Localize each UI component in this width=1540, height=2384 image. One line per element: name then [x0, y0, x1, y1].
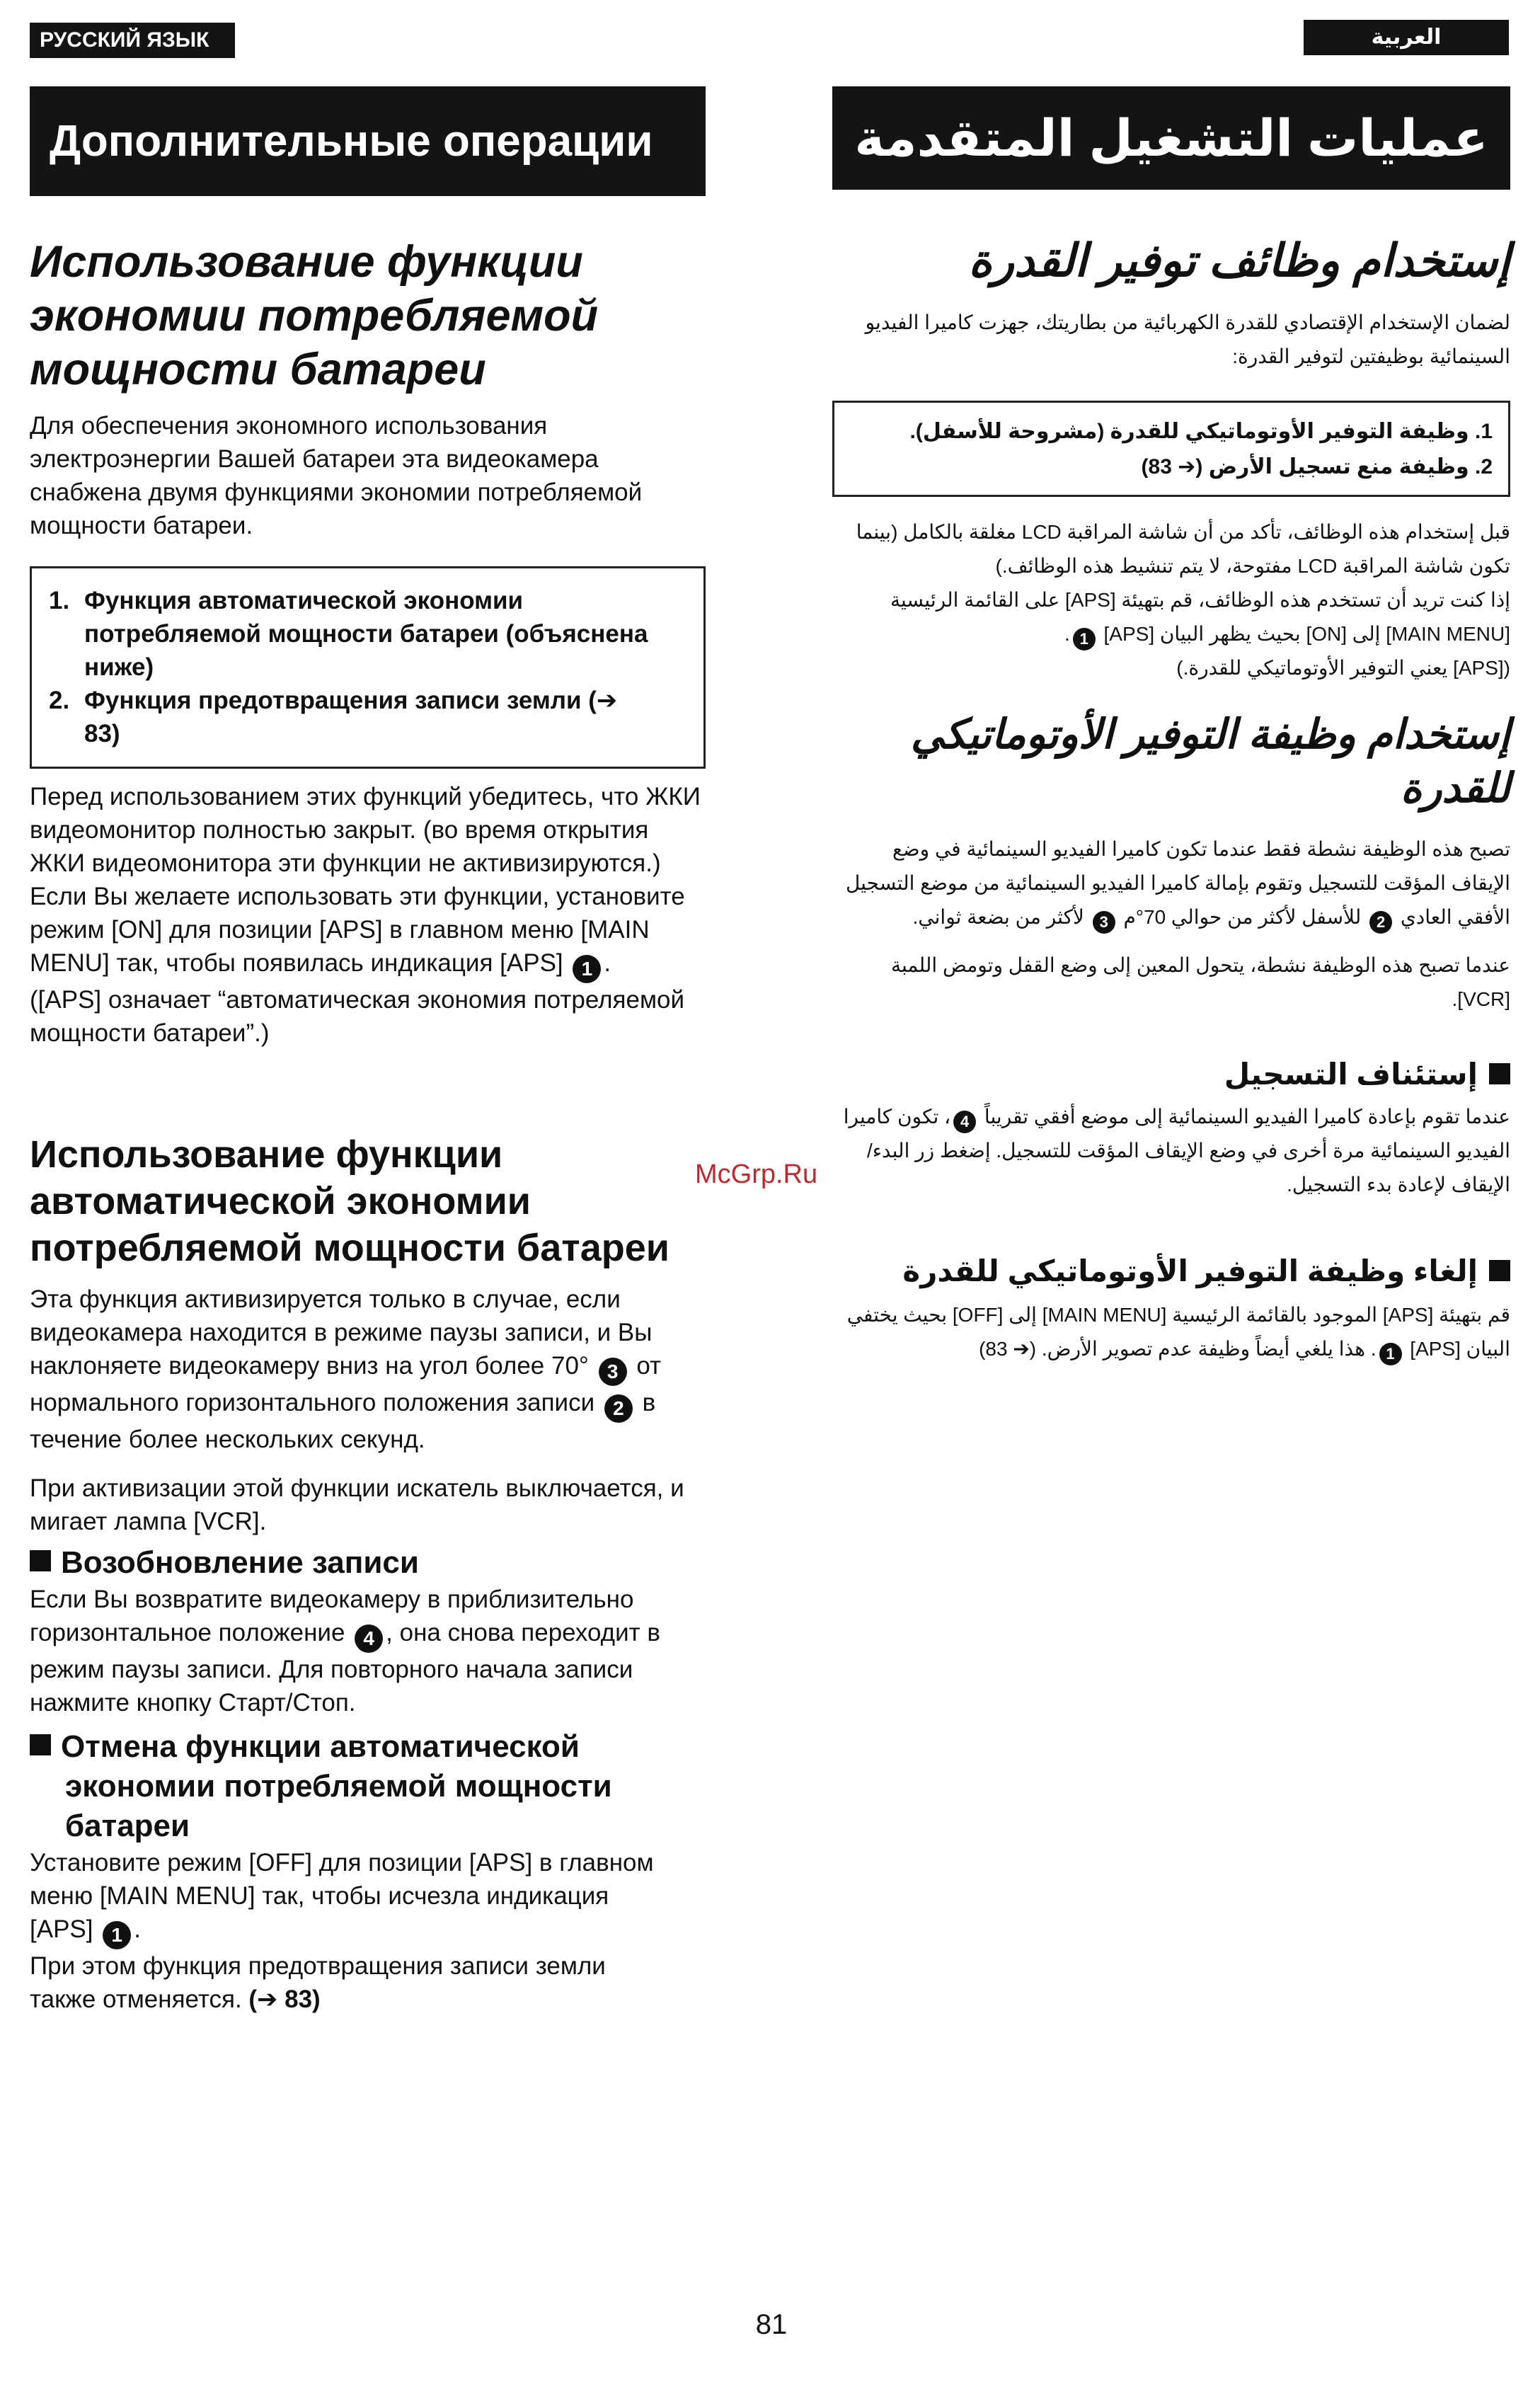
text: от нормального горизонтального положения записи [30, 1352, 662, 1416]
ar-function-item: 2. وظيفة منع تسجيل الأرض (➔ 83) [1141, 455, 1493, 478]
ar-section-heading: إستخدام وظيفة التوفير الأوتوماتيكي للقدرة [910, 711, 1510, 811]
ar-title-block [832, 231, 1510, 290]
ar-function-box [832, 401, 1510, 497]
ru-para-activate [30, 1283, 706, 1456]
ar-body-2 [832, 832, 1510, 1016]
ru-resume-block [30, 1543, 706, 1719]
section-banner-arabic [832, 86, 1510, 190]
marker-4-icon: 4 [953, 1111, 976, 1133]
marker-1-icon: 1 [1073, 628, 1096, 651]
ru-para-resume [30, 1583, 706, 1719]
item-number: 2. [49, 687, 70, 714]
ar-section-auto [832, 708, 1510, 815]
heading-text: إلغاء وظيفة التوفير الأوتوماتيكي للقدرة [902, 1254, 1478, 1288]
marker-2-icon: 2 [604, 1394, 633, 1423]
square-bullet-icon [1489, 1063, 1510, 1084]
text: إذا كنت تريد أن تستخدم هذه الوظائف، قم بتهيئة [APS] على القائمة الرئيسية [MAIN MENU] إلى [ON] بحيث يظهر البيان [APS] [890, 589, 1510, 645]
square-bullet-icon [30, 1734, 51, 1755]
text: . [1064, 623, 1070, 645]
banner-title: عمليات التشغيل المتقدمة [854, 110, 1488, 167]
square-bullet-icon [30, 1550, 51, 1571]
text: قم بتهيئة [APS] الموجود بالقائمة الرئيسية [MAIN MENU] إلى [OFF] بحيث يختفي البيان [APS] [846, 1304, 1510, 1360]
text: عندما تقوم بإعادة كاميرا الفيديو السينمائية إلى موضع أفقي تقريباً [979, 1106, 1510, 1128]
ru-body-2 [30, 1283, 706, 1538]
marker-1-icon: 1 [1379, 1343, 1402, 1365]
ru-section-heading: Использование функции автоматической экономии потребляемой мощности батареи [30, 1133, 670, 1269]
heading-text: Отмена функции автоматической экономии потребляемой мощности батареи [61, 1729, 612, 1843]
ar-para-activate [832, 832, 1510, 934]
page-reference: (➔ 83) [248, 1985, 321, 2013]
ru-body-1 [30, 780, 706, 1050]
ru-intro [30, 409, 706, 542]
text: в течение более нескольких секунд. [30, 1389, 656, 1453]
ar-function-item: 1. وظيفة التوفير الأوتوماتيكي للقدرة (مشروحة للأسفل). [909, 420, 1493, 443]
marker-1-icon: 1 [573, 955, 601, 983]
item-text: Функция автоматической экономии потребляемой мощности батареи (объяснена ниже) [84, 587, 648, 681]
text: . هذا يلغي أيضاً وظيفة عدم تصوير الأرض. (➔ 83) [979, 1338, 1377, 1360]
banner-title: Дополнительные операции [50, 117, 653, 166]
ru-section-auto [30, 1131, 706, 1271]
text: . [134, 1915, 141, 1943]
ru-resume-heading [30, 1543, 706, 1583]
marker-2-icon: 2 [1369, 911, 1392, 934]
ru-title-block [30, 235, 706, 396]
language-tag-russian: РУССКИЙ ЯЗЫК [30, 23, 235, 58]
ar-intro [832, 306, 1510, 374]
section-banner-russian [30, 86, 706, 196]
text: Если Вы желаете использовать эти функции, установите режим [ON] для позиции [APS] в главном меню [MAIN MENU] так, чтобы появилась индикация [APS] [30, 883, 685, 977]
watermark-text: McGrp.Ru [695, 1159, 818, 1189]
ru-function-box [30, 566, 706, 769]
ru-page-title: Использование функции экономии потребляемой мощности батареи [30, 237, 599, 394]
text: , она снова переходит в режим паузы записи. Для повторного начала записи нажмите кнопку Старт/Стоп. [30, 1619, 660, 1717]
ru-para-cancel [30, 1846, 667, 1949]
ar-cancel-block [832, 1250, 1510, 1366]
ru-para-before: Перед использованием этих функций убедитесь, что ЖКИ видеомонитор полностью закрыт. (во время открытия ЖКИ видеомонитора эти функции не активизируются.) [30, 783, 701, 877]
ru-para-meaning: ([APS] означает “автоматическая экономия потреляемой мощности батареи”.) [30, 986, 685, 1047]
text: لأكثر من بضعة ثواني. [912, 906, 1090, 928]
ar-resume-block [832, 1053, 1510, 1202]
ru-para-cancel-ground [30, 1949, 667, 2016]
marker-3-icon: 3 [1093, 911, 1115, 934]
text: ، تكون كاميرا الفيديو السينمائية مرة أخرى في وضع الإيقاف المؤقت للتسجيل. إضغط زر البدء/الإيقاف لإعادة بدء التسجيل. [843, 1106, 1510, 1196]
text: للأسفل لأكثر من حوالي 70°م [1117, 906, 1367, 928]
ru-function-item [49, 584, 686, 684]
heading-text: Возобновление записи [61, 1545, 419, 1580]
heading-text: إستئناف التسجيل [1224, 1058, 1478, 1091]
ar-para-cancel [832, 1298, 1510, 1366]
marker-1-icon: 1 [103, 1921, 131, 1949]
marker-3-icon: 3 [599, 1358, 627, 1386]
text: . [604, 949, 611, 977]
ru-cancel-block [30, 1727, 706, 2016]
ar-para-viewfinder: عندما تصبح هذه الوظيفة نشطة، يتحول المعين إلى وضع القفل وتومض اللمبة [VCR]. [890, 954, 1510, 1010]
ru-para-viewfinder: При активизации этой функции искатель выключается, и мигает лампа [VCR]. [30, 1474, 684, 1535]
ar-page-title: إستخدام وظائف توفير القدرة [968, 235, 1510, 286]
ru-intro-text: Для обеспечения экономного использования электроэнергии Вашей батареи эта видеокамера снабжена двумя функциями экономии потребляемой мощности батареи. [30, 412, 643, 539]
text: Если Вы возвратите видеокамеру в приблизительно горизонтальное положение [30, 1586, 634, 1646]
text: Эта функция активизируется только в случае, если видеокамера находится в режиме паузы записи, и Вы наклоняете видеокамеру вниз на угол более 70° [30, 1285, 653, 1380]
item-text: Функция предотвращения записи земли (➔ 83) [84, 687, 618, 747]
ru-function-item [49, 684, 686, 750]
page-number: 81 [755, 2309, 788, 2340]
ru-para-settings [30, 880, 706, 983]
text: تصبح هذه الوظيفة نشطة فقط عندما تكون كاميرا الفيديو السينمائية في وضع الإيقاف المؤقت للتسجيل وتقوم بإمالة كاميرا الفيديو السينمائية من موضع التسجيل الأفقي العادي [845, 838, 1510, 928]
ar-para-settings [832, 583, 1510, 651]
text: Установите режим [OFF] для позиции [APS] в главном меню [MAIN MENU] так, чтобы исчезла индикация [APS] [30, 1849, 654, 1943]
ar-para-meaning: ([APS] يعني التوفير الأوتوماتيكي للقدرة.) [1176, 657, 1510, 679]
item-number: 1. [49, 587, 70, 614]
ar-para-before: قبل إستخدام هذه الوظائف، تأكد من أن شاشة المراقبة LCD مغلقة بالكامل (بينما تكون شاشة المراقبة LCD مفتوحة، لا يتم تنشيط هذه الوظائف.) [856, 521, 1510, 577]
ar-intro-text: لضمان الإستخدام الإقتصادي للقدرة الكهربائية من بطاريتك، جهزت كاميرا الفيديو السينمائية بوظيفتين لتوفير القدرة: [865, 311, 1510, 367]
ar-resume-heading [832, 1053, 1510, 1096]
language-tag-arabic: العربية [1304, 20, 1509, 55]
ar-para-resume [832, 1100, 1510, 1202]
ar-cancel-heading [832, 1250, 1510, 1293]
square-bullet-icon [1489, 1260, 1510, 1281]
marker-4-icon: 4 [355, 1624, 383, 1653]
ar-body-1 [832, 515, 1510, 685]
ru-cancel-heading [30, 1727, 702, 1846]
text: При этом функция предотвращения записи земли также отменяется. [30, 1952, 606, 2013]
